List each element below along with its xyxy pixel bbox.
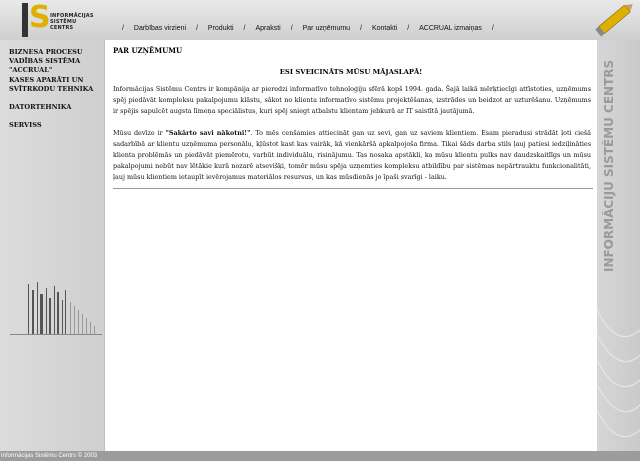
right-decorative-panel [597,40,640,451]
motto-text: "Sakārto savi nākotni!" [165,129,251,137]
logo-line-3: CENTRS [50,25,74,31]
motto-prefix: Mūsu devīze ir [113,129,166,137]
company-logo[interactable] [22,0,94,37]
top-navigation [114,25,502,37]
header-bar [0,0,640,40]
nav-item-kontakti[interactable]: Kontakti [371,25,398,32]
nav-separator: / [360,25,362,32]
circle-bullet-icon [603,240,613,250]
nav-item-par-uznemumu[interactable]: Par uzņēmumu [302,25,351,32]
wave-lines-decoration-icon [597,290,640,451]
nav-item-produkti[interactable]: Produkti [207,25,234,32]
sidebar-item-serviss[interactable]: SERVISS [9,121,42,129]
pencil-decoration-icon [592,0,640,40]
logo-text [50,13,94,31]
welcome-heading: ESI SVEICINĀTS MŪSU MĀJASLAPĀ! [279,68,423,76]
vertical-brand-text: INFORMĀCIJU SISTĒMU CENTRS [602,60,616,273]
intro-paragraph: Informācijas Sistēmu Centrs ir kompānija ar pieredzi informatīvo tehnoloģiju sfērā kopš 1994. gada. Šajā laikā mērķtiecīgi attīstoties, uzņēmums spēj piedāvāt kompleksu pakalpojumu klāstu, sākot no klienta informatīvo sistēmu projektēšanas, izstrādes un beidzot ar uzturēšanu. Uzņēmums ir spējis sapulcēt augsta līmeņa speciālistus, kuri spēj sniegt atbalstu klientam jebkurā ar IT saistītā jautājumā. [113,85,591,115]
nav-item-darbibas-virzieni[interactable]: Darbības virzieni [133,25,187,32]
sidebar-item-datortehnika[interactable]: DATORTEHNIKA [9,103,72,111]
page-title: PAR UZŅĒMUMU [113,46,183,55]
logo-letter: S [29,0,51,35]
sidebar-item-accrual[interactable]: BIZNESA PROCESU VADĪBAS SISTĒMA "ACCRUAL" [9,48,83,74]
logo-line-1: INFORMĀCIJAS [50,13,94,19]
nav-separator: / [290,25,293,32]
nav-separator: / [243,25,246,32]
barcode-decoration-icon [10,280,102,338]
nav-separator: / [196,25,198,32]
nav-separator: / [491,25,494,32]
sidebar [0,40,104,451]
nav-item-apraksti[interactable]: Apraksti [255,25,281,32]
motto-paragraph [113,128,591,183]
sidebar-item-kases-aparati[interactable]: KASES APARĀTI UN SVĪTRKODU TEHNIKA [9,76,94,93]
nav-item-accrual-izmainas[interactable]: ACCRUAL izmaiņas [419,25,482,32]
nav-separator: / [122,25,124,32]
footer-copyright: Informācijas Sistēmu Centrs © 2003 [0,451,640,461]
logo-line-2: SISTĒMU [50,19,77,25]
main-content [105,40,597,451]
logo-bar [22,3,28,37]
motto-paragraph-rest: . To mēs cenšamies attiecināt gan uz sevi, gan uz saviem klientiem. Esam pieradusi strādāt ļoti ciešā sadarbībā ar klientu uzņēmuma personālu, kļūstot kast kas vairāk, kā vienkāršā apkalpojoša firma. Tikai šāds darba stils ļauj patiesi iedziļināties klienta problēmās un piedāvāt piemērotu, varbūt individuālu, risinājumu. Tas nosaka apstākli, ka mūsu klientu pulks nav daudzskaitlīgs un mūsu pakalpojumi nebūt nav lētākie kurā nozarē atsevišķi, tomēr mūsu spēja uzņemties kompleksu atbildību par sistēmas nepārtrauktu funkcionalitāti, ļauj mūsu klientiem ietaupīt ievērojamus materiālos resursus, un kas mūsdienās jo īpaši svarīgi - laiku. [113,129,591,181]
content-divider [113,188,593,189]
nav-separator: / [407,25,410,32]
